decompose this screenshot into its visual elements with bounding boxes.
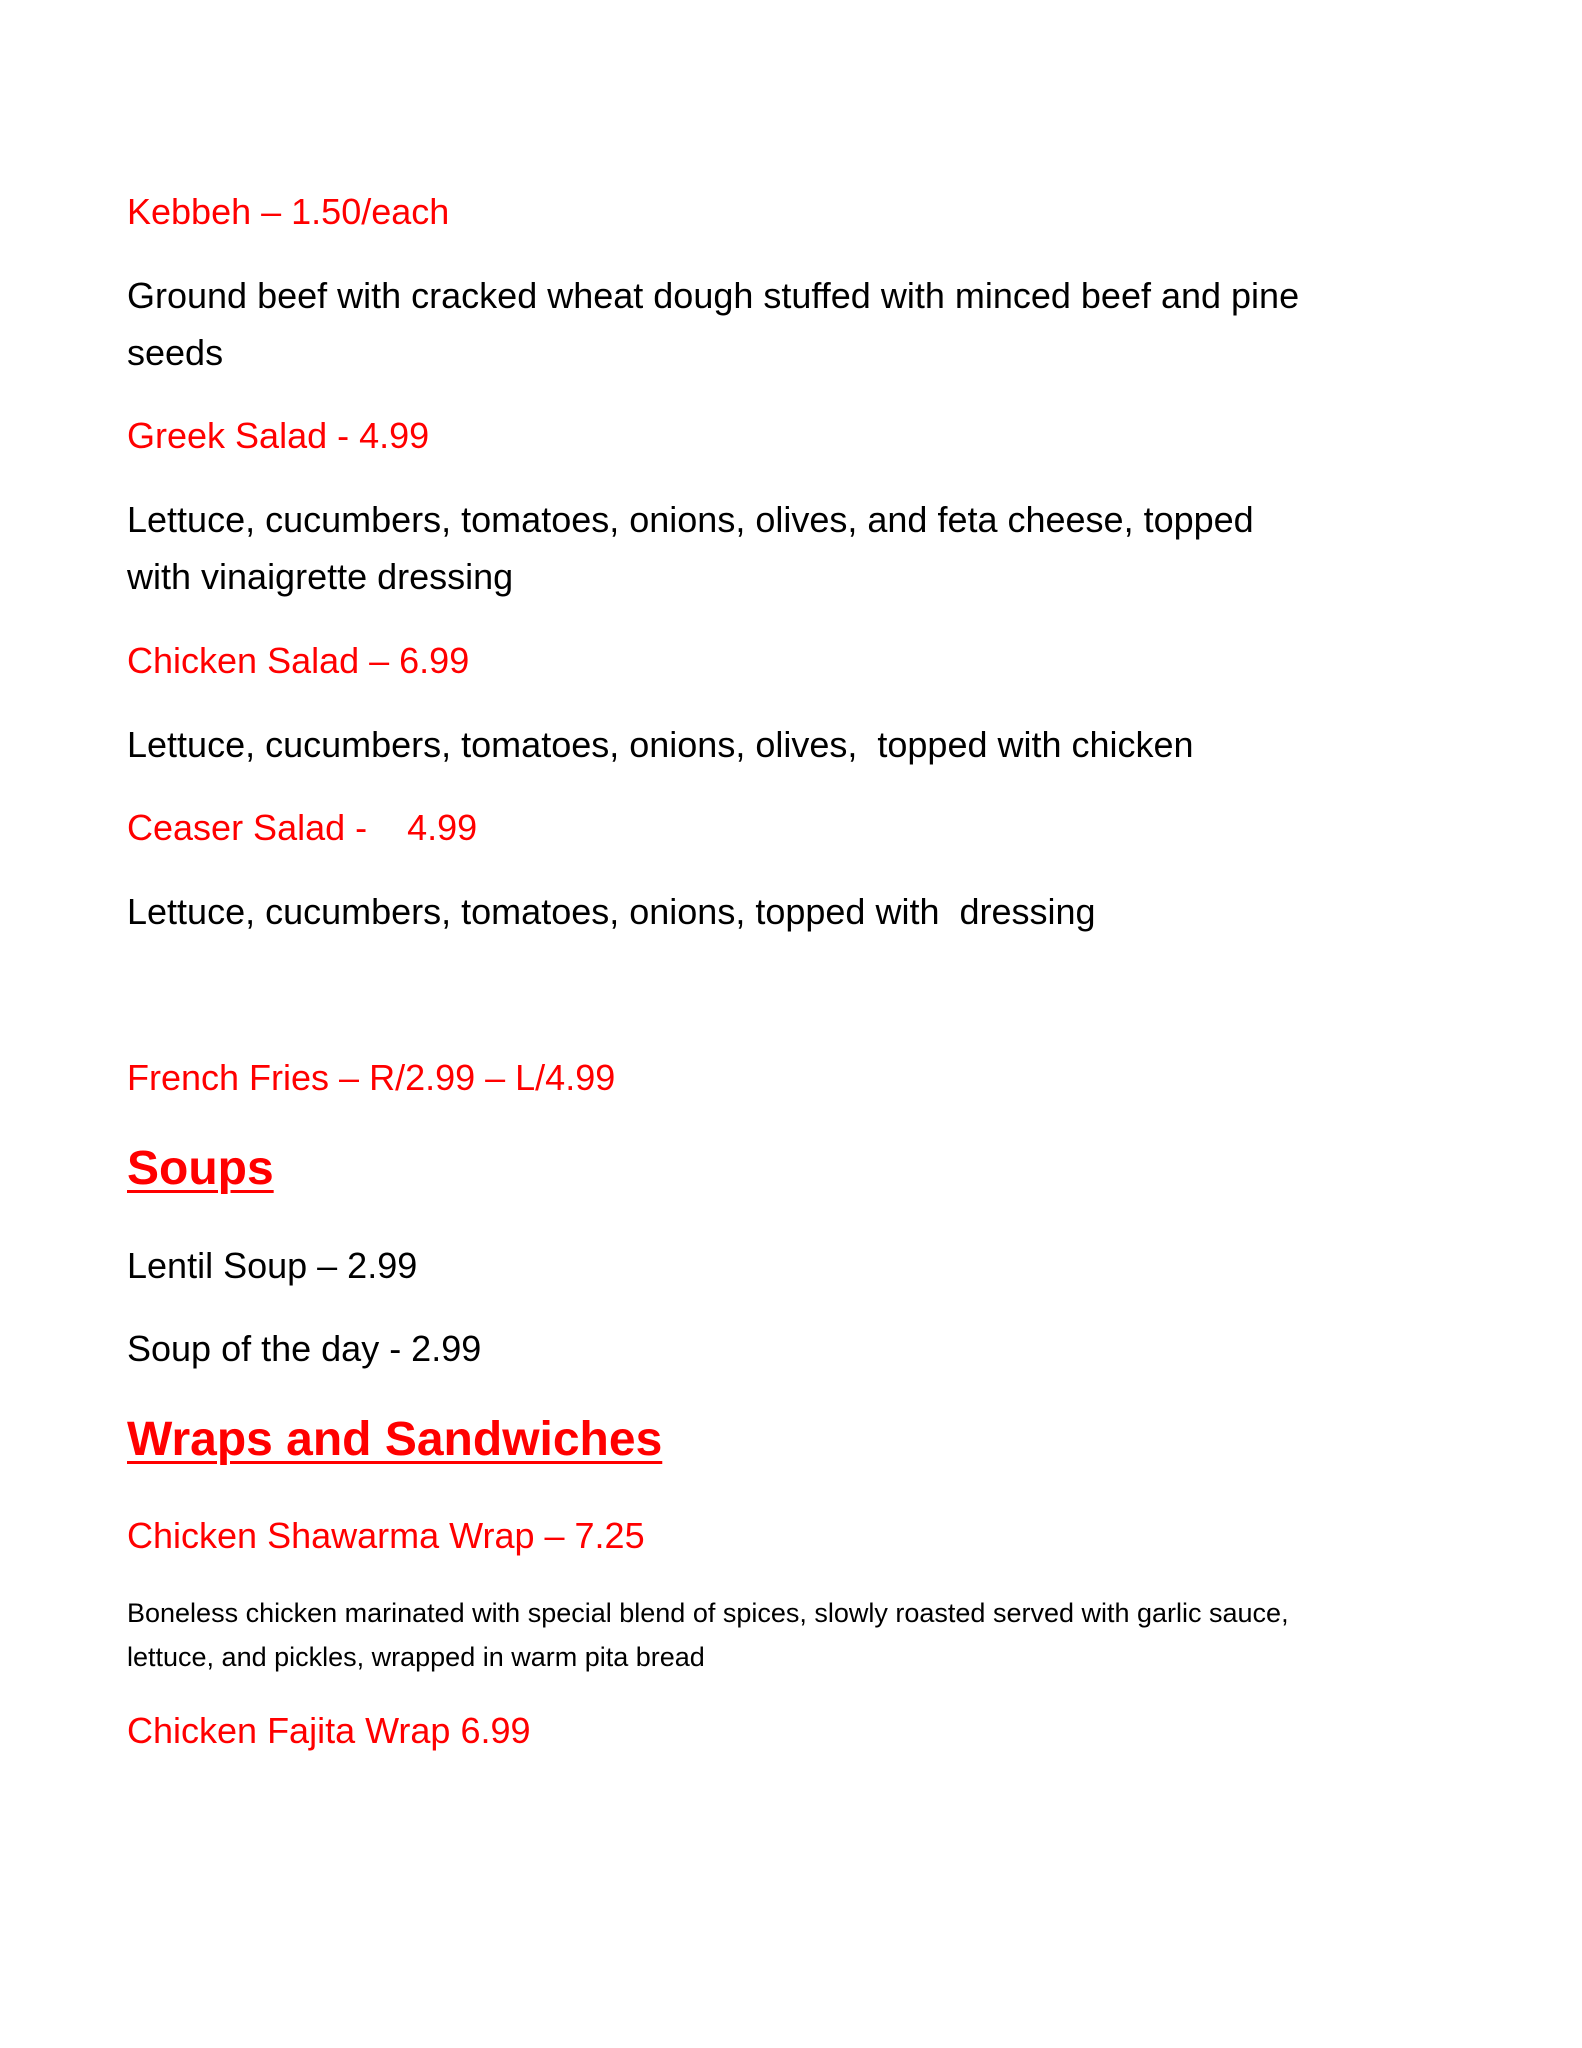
chicken-shawarma-wrap-description-line-1: Boneless chicken marinated with special blend of spices, slowly roasted served with garlic sauce, [127, 1598, 1289, 1628]
french-fries-title: French Fries – R/2.99 – L/4.99 [127, 1057, 616, 1098]
greek-salad-description-line-2: with vinaigrette dressing [127, 556, 514, 597]
ceaser-salad-title: Ceaser Salad - 4.99 [127, 807, 478, 848]
chicken-shawarma-wrap-description-line-2: lettuce, and pickles, wrapped in warm pita bread [127, 1642, 705, 1672]
chicken-salad-title: Chicken Salad – 6.99 [127, 640, 470, 681]
greek-salad-title: Greek Salad - 4.99 [127, 415, 430, 456]
greek-salad-description-line-1: Lettuce, cucumbers, tomatoes, onions, olives, and feta cheese, topped [127, 499, 1254, 540]
lentil-soup-item: Lentil Soup – 2.99 [127, 1245, 418, 1286]
chicken-fajita-wrap-title: Chicken Fajita Wrap 6.99 [127, 1710, 531, 1751]
chicken-salad-description: Lettuce, cucumbers, tomatoes, onions, olives, topped with chicken [127, 724, 1194, 765]
soup-of-the-day-item: Soup of the day - 2.99 [127, 1328, 482, 1369]
soups-heading: Soups [127, 1142, 274, 1195]
chicken-shawarma-wrap-title: Chicken Shawarma Wrap – 7.25 [127, 1515, 645, 1556]
kebbeh-title: Kebbeh – 1.50/each [127, 191, 450, 232]
kebbeh-description-line-1: Ground beef with cracked wheat dough stuffed with minced beef and pine [127, 275, 1300, 316]
kebbeh-description-line-2: seeds [127, 332, 224, 373]
ceaser-salad-description: Lettuce, cucumbers, tomatoes, onions, topped with dressing [127, 891, 1096, 932]
wraps-and-sandwiches-heading: Wraps and Sandwiches [127, 1413, 663, 1466]
